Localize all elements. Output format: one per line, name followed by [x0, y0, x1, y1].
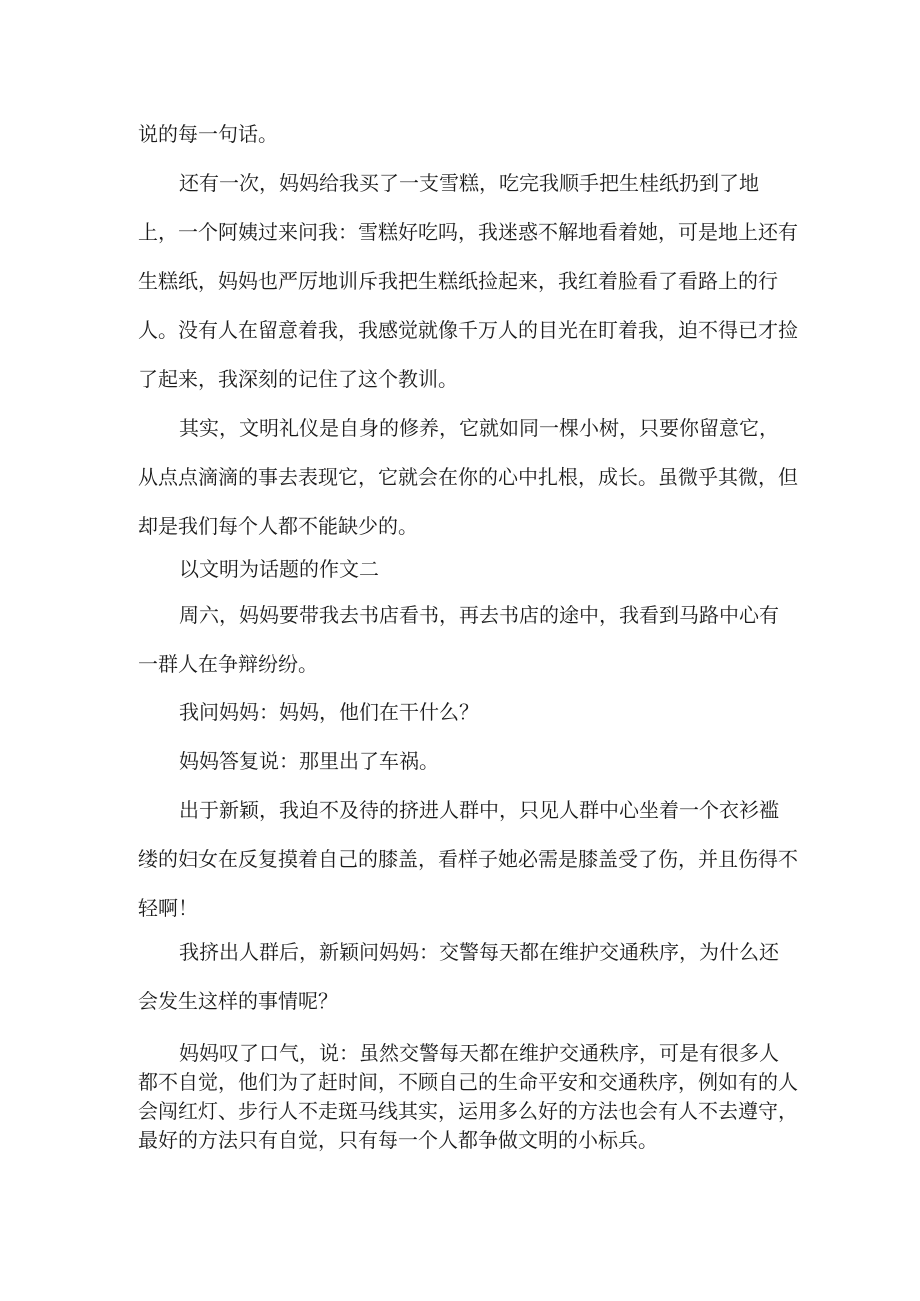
section-heading: 以文明为话题的作文二 — [179, 557, 379, 581]
paragraph-6: 妈妈答复说：那里出了车祸。 — [179, 749, 439, 773]
paragraph-3: 其实，文明礼仪是自身的修养，它就如同一棵小树，只要你留意它，从点点滴滴的事去表现它，它就会在你的心中扎根，成长。虽微乎其微，但却是我们每个人都不能缺少的。 — [138, 416, 798, 538]
paragraph-9: 妈妈叹了口气，说：虽然交警每天都在维护交通秩序，可是有很多人都不自觉，他们为了赶时间，不顾自己的生命平安和交通秩序，例如有的人会闯红灯、步行人不走斑马线其实，运用多么好的方法也会有人不去遵守，最好的方法只有自觉，只有每一个人都争做文明的小标兵。 — [138, 1041, 798, 1152]
paragraph-2: 还有一次，妈妈给我买了一支雪糕，吃完我顺手把生桂纸扔到了地上，一个阿姨过来问我：雪糕好吃吗，我迷惑不解地看着她，可是地上还有生糕纸，妈妈也严厉地训斥我把生糕纸捡起来，我红着脸看了看路上的行人。没有人在留意着我，我感觉就像千万人的目光在盯着我，迫不得已才捡了起来，我深刻的记住了这个教训。 — [138, 171, 798, 391]
paragraph-8: 我挤出人群后，新颖问妈妈：交警每天都在维护交通秩序，为什么还会发生这样的事情呢？ — [138, 940, 779, 1013]
paragraph-4: 周六，妈妈要带我去书店看书，再去书店的途中，我看到马路中心有一群人在争辩纷纷。 — [138, 603, 779, 676]
paragraph-5: 我问妈妈：妈妈，他们在干什么？ — [179, 700, 479, 724]
paragraph-1: 说的每一句话。 — [138, 122, 278, 146]
paragraph-7: 出于新颖，我迫不及待的挤进人群中，只见人群中心坐着一个衣衫褴缕的妇女在反复摸着自己的膝盖，看样子她必需是膝盖受了伤，并且伤得不轻啊！ — [138, 798, 798, 920]
